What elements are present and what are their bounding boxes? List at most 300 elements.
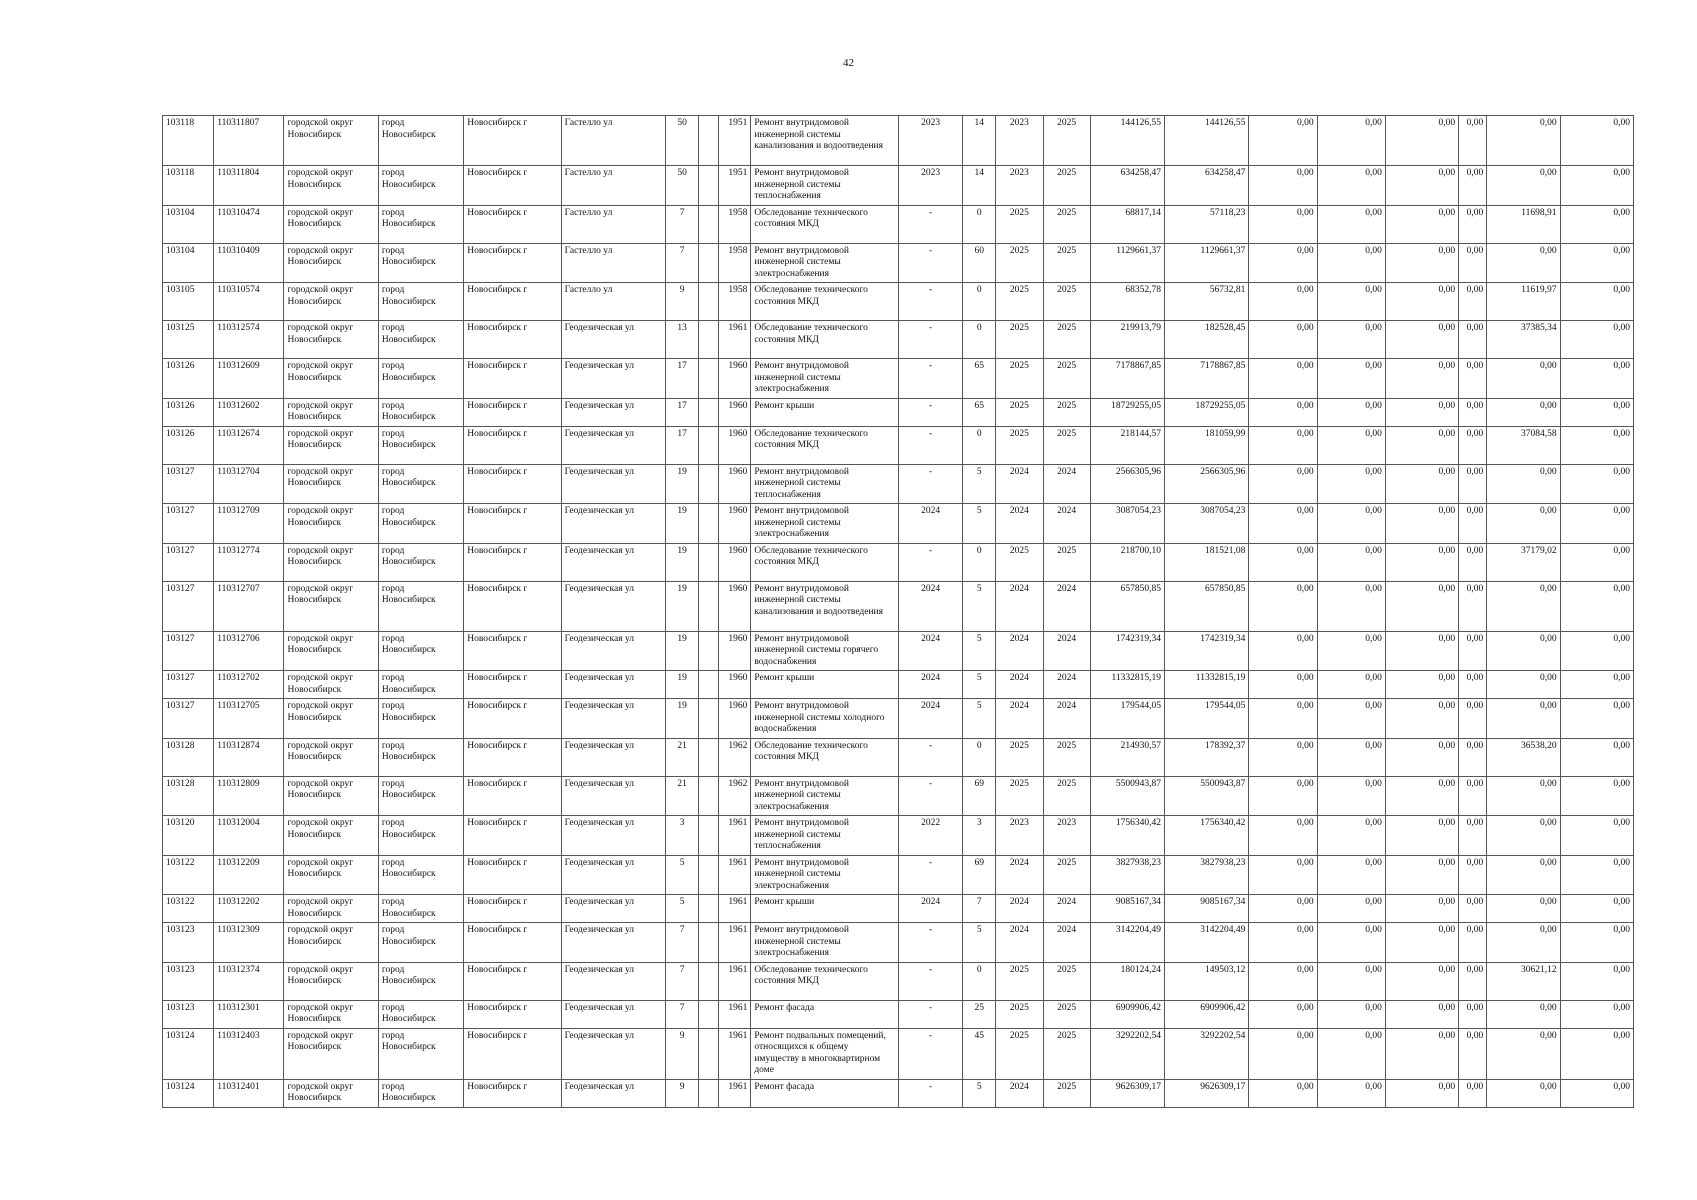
cell-v1: 0,00 (1249, 816, 1317, 856)
cell-v4: 0,00 (1459, 631, 1487, 671)
cell-v2: 0,00 (1317, 205, 1385, 243)
cell-term: 5 (963, 464, 996, 504)
cell-v2: 0,00 (1317, 398, 1385, 426)
cell-v6: 0,00 (1560, 855, 1633, 895)
cell-district: городской округ Новосибирск (284, 855, 378, 895)
cell-extra (699, 1028, 719, 1079)
cell-v3: 0,00 (1385, 1028, 1458, 1079)
cell-term: 0 (963, 738, 996, 776)
cell-locality: город Новосибирск (378, 671, 463, 699)
cell-house: 17 (666, 426, 699, 464)
cell-start: 2024 (996, 581, 1043, 631)
cell-code: 110312374 (214, 962, 284, 1000)
cell-year_built: 1951 (719, 116, 751, 166)
table-row (163, 359, 1634, 399)
cell-v6: 0,00 (1560, 426, 1633, 464)
cell-locality: город Новосибирск (378, 426, 463, 464)
cell-v3: 0,00 (1385, 738, 1458, 776)
cell-year_plan: - (898, 543, 962, 581)
cell-extra (699, 962, 719, 1000)
cell-v6: 0,00 (1560, 1079, 1633, 1107)
cell-work_type: Ремонт внутридомовой инженерной системы теплоснабжения (751, 464, 899, 504)
cell-extra (699, 543, 719, 581)
cell-house: 21 (666, 738, 699, 776)
cell-work_type: Ремонт внутридомовой инженерной системы электроснабжения (751, 243, 899, 283)
cell-v1: 0,00 (1249, 205, 1317, 243)
cell-extra (699, 855, 719, 895)
cell-v2: 0,00 (1317, 243, 1385, 283)
cell-v3: 0,00 (1385, 504, 1458, 544)
cell-v5: 36538,20 (1487, 738, 1560, 776)
cell-v4: 0,00 (1459, 398, 1487, 426)
cell-start: 2025 (996, 283, 1043, 321)
cell-v1: 0,00 (1249, 243, 1317, 283)
cell-cost: 3827938,23 (1090, 855, 1164, 895)
cell-v1: 0,00 (1249, 631, 1317, 671)
cell-city: Новосибирск г (464, 283, 561, 321)
cell-work_type: Обследование технического состояния МКД (751, 321, 899, 359)
cell-v1: 0,00 (1249, 699, 1317, 739)
cell-year_plan: - (898, 923, 962, 963)
cell-id: 103124 (163, 1028, 214, 1079)
cell-street: Геодезическая ул (561, 1079, 665, 1107)
table-row (163, 699, 1634, 739)
cell-v1: 0,00 (1249, 855, 1317, 895)
cell-end: 2024 (1043, 699, 1090, 739)
cell-v2: 0,00 (1317, 426, 1385, 464)
cell-district: городской округ Новосибирск (284, 923, 378, 963)
cell-year_plan: - (898, 243, 962, 283)
cell-year_built: 1961 (719, 1079, 751, 1107)
table-row (163, 398, 1634, 426)
cell-v3: 0,00 (1385, 166, 1458, 206)
cell-v4: 0,00 (1459, 1079, 1487, 1107)
cell-id: 103123 (163, 962, 214, 1000)
cell-house: 7 (666, 1000, 699, 1028)
cell-code: 110312301 (214, 1000, 284, 1028)
cell-work_type: Ремонт внутридомовой инженерной системы холодного водоснабжения (751, 699, 899, 739)
cell-house: 3 (666, 816, 699, 856)
cell-year_plan: 2024 (898, 895, 962, 923)
cell-v4: 0,00 (1459, 359, 1487, 399)
table-row (163, 205, 1634, 243)
cell-v1: 0,00 (1249, 504, 1317, 544)
cell-term: 5 (963, 631, 996, 671)
cell-work_type: Обследование технического состояния МКД (751, 283, 899, 321)
table-row (163, 895, 1634, 923)
cell-locality: город Новосибирск (378, 776, 463, 816)
cell-district: городской округ Новосибирск (284, 699, 378, 739)
table-row (163, 855, 1634, 895)
cell-v6: 0,00 (1560, 243, 1633, 283)
cell-year_plan: - (898, 1079, 962, 1107)
cell-cost: 180124,24 (1090, 962, 1164, 1000)
cell-end: 2025 (1043, 116, 1090, 166)
cell-year_built: 1961 (719, 962, 751, 1000)
table-row (163, 738, 1634, 776)
cell-year_built: 1958 (719, 283, 751, 321)
cell-cost_fund: 1742319,34 (1164, 631, 1248, 671)
cell-id: 103118 (163, 166, 214, 206)
cell-v2: 0,00 (1317, 671, 1385, 699)
cell-cost_fund: 9626309,17 (1164, 1079, 1248, 1107)
cell-v6: 0,00 (1560, 116, 1633, 166)
cell-v6: 0,00 (1560, 631, 1633, 671)
cell-city: Новосибирск г (464, 699, 561, 739)
cell-street: Геодезическая ул (561, 699, 665, 739)
cell-locality: город Новосибирск (378, 543, 463, 581)
cell-year_plan: - (898, 359, 962, 399)
cell-house: 7 (666, 962, 699, 1000)
cell-work_type: Ремонт внутридомовой инженерной системы теплоснабжения (751, 166, 899, 206)
cell-district: городской округ Новосибирск (284, 321, 378, 359)
cell-start: 2025 (996, 359, 1043, 399)
cell-year_plan: - (898, 426, 962, 464)
cell-v3: 0,00 (1385, 1000, 1458, 1028)
cell-code: 110312709 (214, 504, 284, 544)
cell-city: Новосибирск г (464, 1028, 561, 1079)
cell-locality: город Новосибирск (378, 1028, 463, 1079)
cell-street: Геодезическая ул (561, 776, 665, 816)
cell-district: городской округ Новосибирск (284, 671, 378, 699)
cell-cost: 6909906,42 (1090, 1000, 1164, 1028)
cell-house: 9 (666, 1028, 699, 1079)
cell-city: Новосибирск г (464, 321, 561, 359)
cell-district: городской округ Новосибирск (284, 116, 378, 166)
cell-year_built: 1962 (719, 776, 751, 816)
cell-v1: 0,00 (1249, 738, 1317, 776)
cell-street: Геодезическая ул (561, 1000, 665, 1028)
cell-year_built: 1961 (719, 816, 751, 856)
cell-v6: 0,00 (1560, 504, 1633, 544)
cell-extra (699, 504, 719, 544)
cell-end: 2024 (1043, 895, 1090, 923)
cell-cost_fund: 3087054,23 (1164, 504, 1248, 544)
cell-v3: 0,00 (1385, 631, 1458, 671)
table-row (163, 923, 1634, 963)
cell-locality: город Новосибирск (378, 321, 463, 359)
cell-code: 110312574 (214, 321, 284, 359)
table-row (163, 816, 1634, 856)
cell-district: городской округ Новосибирск (284, 962, 378, 1000)
cell-locality: город Новосибирск (378, 1079, 463, 1107)
cell-house: 17 (666, 359, 699, 399)
cell-year_built: 1960 (719, 426, 751, 464)
cell-code: 110310409 (214, 243, 284, 283)
cell-v5: 0,00 (1487, 855, 1560, 895)
cell-end: 2025 (1043, 1000, 1090, 1028)
cell-cost: 5500943,87 (1090, 776, 1164, 816)
cell-end: 2024 (1043, 581, 1090, 631)
cell-id: 103126 (163, 426, 214, 464)
cell-v6: 0,00 (1560, 464, 1633, 504)
cell-year_plan: - (898, 738, 962, 776)
cell-id: 103127 (163, 504, 214, 544)
cell-v4: 0,00 (1459, 504, 1487, 544)
cell-year_plan: - (898, 962, 962, 1000)
cell-district: городской округ Новосибирск (284, 631, 378, 671)
cell-term: 7 (963, 895, 996, 923)
cell-v2: 0,00 (1317, 359, 1385, 399)
cell-cost: 68352,78 (1090, 283, 1164, 321)
cell-start: 2025 (996, 243, 1043, 283)
cell-district: городской округ Новосибирск (284, 581, 378, 631)
cell-district: городской округ Новосибирск (284, 543, 378, 581)
cell-street: Геодезическая ул (561, 464, 665, 504)
cell-locality: город Новосибирск (378, 855, 463, 895)
cell-district: городской округ Новосибирск (284, 398, 378, 426)
cell-v2: 0,00 (1317, 543, 1385, 581)
cell-house: 17 (666, 398, 699, 426)
cell-id: 103105 (163, 283, 214, 321)
cell-v4: 0,00 (1459, 738, 1487, 776)
cell-street: Геодезическая ул (561, 671, 665, 699)
cell-locality: город Новосибирск (378, 699, 463, 739)
cell-extra (699, 116, 719, 166)
table-row (163, 581, 1634, 631)
cell-v2: 0,00 (1317, 1000, 1385, 1028)
cell-code: 110312809 (214, 776, 284, 816)
cell-v1: 0,00 (1249, 581, 1317, 631)
cell-v1: 0,00 (1249, 359, 1317, 399)
cell-house: 19 (666, 504, 699, 544)
cell-id: 103104 (163, 205, 214, 243)
cell-v6: 0,00 (1560, 671, 1633, 699)
cell-work_type: Обследование технического состояния МКД (751, 543, 899, 581)
cell-start: 2024 (996, 631, 1043, 671)
capital-repair-table (162, 115, 1634, 1108)
cell-code: 110312209 (214, 855, 284, 895)
table-row (163, 283, 1634, 321)
cell-v5: 0,00 (1487, 581, 1560, 631)
cell-city: Новосибирск г (464, 923, 561, 963)
cell-year_plan: 2024 (898, 631, 962, 671)
cell-cost_fund: 3142204,49 (1164, 923, 1248, 963)
cell-v1: 0,00 (1249, 543, 1317, 581)
cell-cost: 144126,55 (1090, 116, 1164, 166)
cell-v3: 0,00 (1385, 243, 1458, 283)
cell-id: 103123 (163, 1000, 214, 1028)
cell-term: 25 (963, 1000, 996, 1028)
cell-term: 0 (963, 543, 996, 581)
cell-id: 103104 (163, 243, 214, 283)
cell-end: 2024 (1043, 464, 1090, 504)
cell-v4: 0,00 (1459, 283, 1487, 321)
cell-start: 2025 (996, 738, 1043, 776)
cell-v6: 0,00 (1560, 895, 1633, 923)
cell-code: 110312609 (214, 359, 284, 399)
cell-cost: 219913,79 (1090, 321, 1164, 359)
cell-end: 2025 (1043, 426, 1090, 464)
cell-year_plan: - (898, 855, 962, 895)
table-row (163, 1028, 1634, 1079)
cell-v3: 0,00 (1385, 283, 1458, 321)
cell-year_built: 1961 (719, 1028, 751, 1079)
cell-v2: 0,00 (1317, 855, 1385, 895)
cell-end: 2025 (1043, 166, 1090, 206)
cell-extra (699, 166, 719, 206)
cell-year_built: 1960 (719, 504, 751, 544)
cell-cost: 18729255,05 (1090, 398, 1164, 426)
cell-city: Новосибирск г (464, 359, 561, 399)
cell-locality: город Новосибирск (378, 464, 463, 504)
cell-v2: 0,00 (1317, 816, 1385, 856)
cell-cost_fund: 149503,12 (1164, 962, 1248, 1000)
cell-start: 2023 (996, 166, 1043, 206)
cell-work_type: Ремонт крыши (751, 671, 899, 699)
cell-end: 2025 (1043, 855, 1090, 895)
cell-year_built: 1960 (719, 581, 751, 631)
cell-end: 2025 (1043, 1028, 1090, 1079)
cell-cost: 218700,10 (1090, 543, 1164, 581)
cell-id: 103126 (163, 359, 214, 399)
cell-city: Новосибирск г (464, 1000, 561, 1028)
cell-id: 103125 (163, 321, 214, 359)
cell-year_plan: - (898, 776, 962, 816)
cell-v2: 0,00 (1317, 464, 1385, 504)
cell-start: 2025 (996, 205, 1043, 243)
cell-work_type: Ремонт внутридомовой инженерной системы канализования и водоотведения (751, 116, 899, 166)
cell-term: 0 (963, 962, 996, 1000)
cell-house: 5 (666, 895, 699, 923)
cell-house: 9 (666, 283, 699, 321)
cell-street: Геодезическая ул (561, 581, 665, 631)
cell-term: 0 (963, 426, 996, 464)
cell-start: 2024 (996, 504, 1043, 544)
cell-district: городской округ Новосибирск (284, 1079, 378, 1107)
cell-start: 2024 (996, 699, 1043, 739)
cell-v2: 0,00 (1317, 504, 1385, 544)
cell-v1: 0,00 (1249, 962, 1317, 1000)
cell-city: Новосибирск г (464, 581, 561, 631)
cell-city: Новосибирск г (464, 738, 561, 776)
cell-v3: 0,00 (1385, 671, 1458, 699)
cell-v1: 0,00 (1249, 1028, 1317, 1079)
cell-year_plan: 2022 (898, 816, 962, 856)
cell-district: городской округ Новосибирск (284, 504, 378, 544)
cell-v5: 0,00 (1487, 243, 1560, 283)
cell-v5: 0,00 (1487, 631, 1560, 671)
cell-v1: 0,00 (1249, 464, 1317, 504)
cell-cost_fund: 7178867,85 (1164, 359, 1248, 399)
cell-v2: 0,00 (1317, 581, 1385, 631)
cell-v3: 0,00 (1385, 581, 1458, 631)
cell-year_built: 1958 (719, 243, 751, 283)
cell-district: городской округ Новосибирск (284, 895, 378, 923)
cell-v5: 0,00 (1487, 116, 1560, 166)
cell-cost_fund: 181521,08 (1164, 543, 1248, 581)
cell-district: городской округ Новосибирск (284, 1028, 378, 1079)
cell-start: 2023 (996, 116, 1043, 166)
cell-cost_fund: 178392,37 (1164, 738, 1248, 776)
cell-work_type: Ремонт внутридомовой инженерной системы теплоснабжения (751, 816, 899, 856)
cell-year_plan: - (898, 205, 962, 243)
cell-end: 2025 (1043, 543, 1090, 581)
cell-start: 2025 (996, 321, 1043, 359)
cell-cost_fund: 5500943,87 (1164, 776, 1248, 816)
cell-street: Гастелло ул (561, 166, 665, 206)
cell-district: городской округ Новосибирск (284, 738, 378, 776)
cell-v5: 37084,58 (1487, 426, 1560, 464)
cell-work_type: Ремонт внутридомовой инженерной системы электроснабжения (751, 855, 899, 895)
cell-cost_fund: 634258,47 (1164, 166, 1248, 206)
cell-v2: 0,00 (1317, 776, 1385, 816)
cell-v1: 0,00 (1249, 895, 1317, 923)
cell-end: 2025 (1043, 243, 1090, 283)
cell-start: 2023 (996, 816, 1043, 856)
cell-id: 103127 (163, 581, 214, 631)
cell-v6: 0,00 (1560, 205, 1633, 243)
cell-locality: город Новосибирск (378, 923, 463, 963)
cell-year_plan: - (898, 464, 962, 504)
cell-work_type: Ремонт внутридомовой инженерной системы горячего водоснабжения (751, 631, 899, 671)
table-row (163, 243, 1634, 283)
cell-v1: 0,00 (1249, 398, 1317, 426)
cell-locality: город Новосибирск (378, 359, 463, 399)
cell-v1: 0,00 (1249, 671, 1317, 699)
page-number: 42 (843, 57, 854, 69)
cell-v2: 0,00 (1317, 321, 1385, 359)
cell-start: 2025 (996, 776, 1043, 816)
cell-street: Геодезическая ул (561, 923, 665, 963)
cell-v1: 0,00 (1249, 116, 1317, 166)
cell-v2: 0,00 (1317, 895, 1385, 923)
cell-v6: 0,00 (1560, 738, 1633, 776)
cell-extra (699, 464, 719, 504)
cell-cost_fund: 3827938,23 (1164, 855, 1248, 895)
cell-work_type: Обследование технического состояния МКД (751, 962, 899, 1000)
cell-term: 65 (963, 359, 996, 399)
cell-id: 103127 (163, 464, 214, 504)
cell-term: 14 (963, 166, 996, 206)
cell-cost: 179544,05 (1090, 699, 1164, 739)
cell-code: 110312674 (214, 426, 284, 464)
cell-city: Новосибирск г (464, 962, 561, 1000)
cell-street: Гастелло ул (561, 283, 665, 321)
cell-v5: 0,00 (1487, 166, 1560, 206)
cell-house: 19 (666, 581, 699, 631)
cell-v4: 0,00 (1459, 699, 1487, 739)
cell-locality: город Новосибирск (378, 581, 463, 631)
cell-work_type: Ремонт подвальных помещений, относящихся к общему имуществу в многоквартирном доме (751, 1028, 899, 1079)
cell-year_built: 1962 (719, 738, 751, 776)
cell-v1: 0,00 (1249, 1000, 1317, 1028)
cell-extra (699, 738, 719, 776)
cell-year_built: 1961 (719, 923, 751, 963)
cell-locality: город Новосибирск (378, 243, 463, 283)
cell-v6: 0,00 (1560, 359, 1633, 399)
cell-work_type: Ремонт внутридомовой инженерной системы электроснабжения (751, 923, 899, 963)
cell-city: Новосибирск г (464, 543, 561, 581)
cell-cost_fund: 1129661,37 (1164, 243, 1248, 283)
cell-locality: город Новосибирск (378, 895, 463, 923)
cell-id: 103122 (163, 895, 214, 923)
cell-code: 110311804 (214, 166, 284, 206)
cell-locality: город Новосибирск (378, 166, 463, 206)
cell-code: 110312706 (214, 631, 284, 671)
cell-id: 103127 (163, 631, 214, 671)
cell-v4: 0,00 (1459, 671, 1487, 699)
cell-district: городской округ Новосибирск (284, 283, 378, 321)
cell-start: 2025 (996, 398, 1043, 426)
cell-district: городской округ Новосибирск (284, 464, 378, 504)
cell-v6: 0,00 (1560, 581, 1633, 631)
cell-cost: 7178867,85 (1090, 359, 1164, 399)
cell-start: 2025 (996, 1000, 1043, 1028)
cell-v5: 11698,91 (1487, 205, 1560, 243)
cell-district: городской округ Новосибирск (284, 359, 378, 399)
cell-city: Новосибирск г (464, 855, 561, 895)
